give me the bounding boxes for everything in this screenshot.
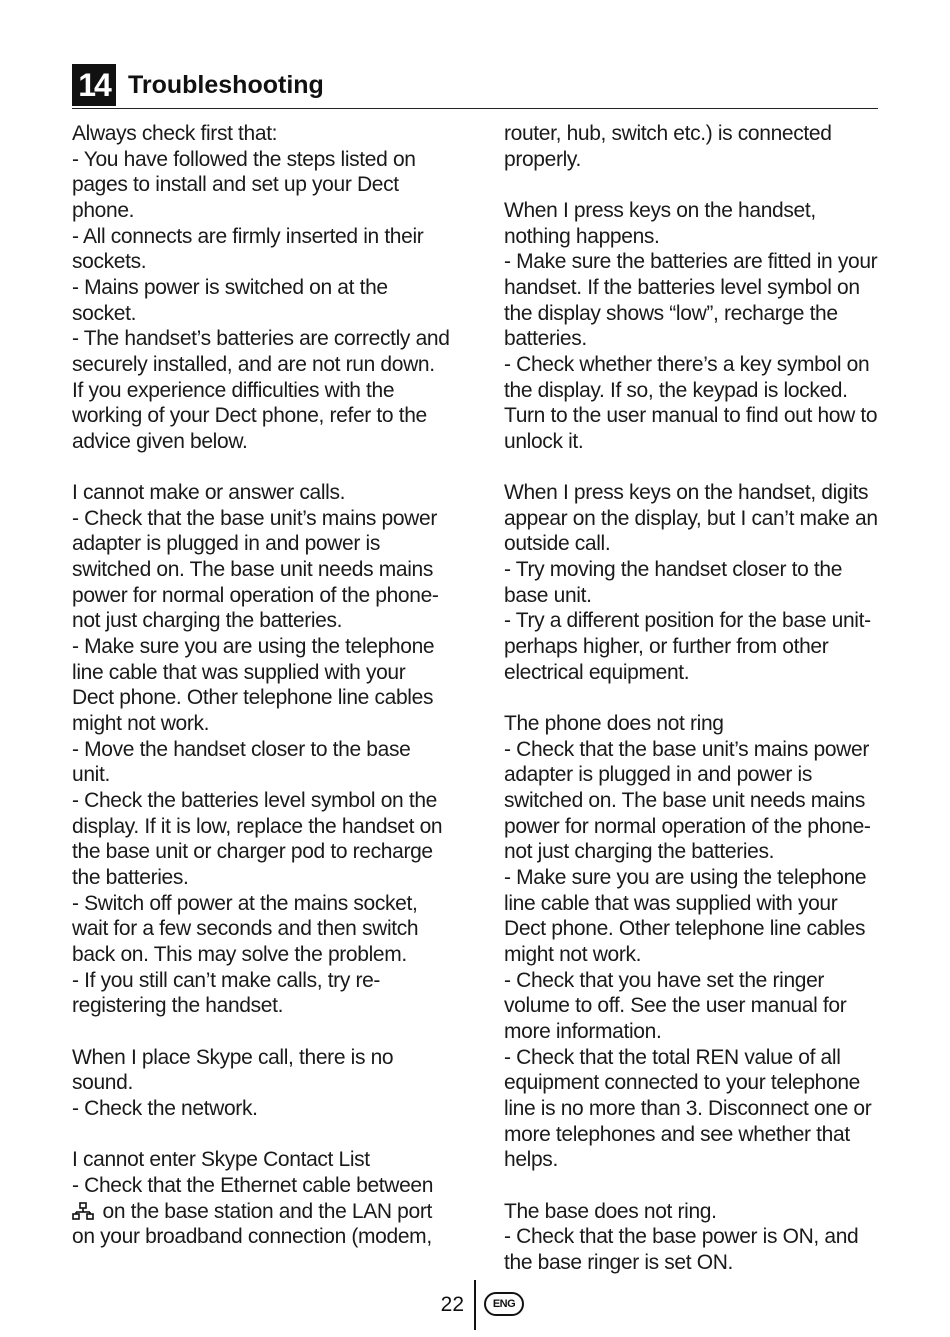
list-item <box>72 1173 452 1250</box>
list-item: - Check whether there’s a key symbol on the display. If so, the keypad is locked. Turn to the user manual to find out how to unlock it. <box>504 352 878 453</box>
phone-ring-section <box>504 711 884 1173</box>
section-heading: When I press keys on the handset, digits appear on the display, but I can’t make an outside call. <box>504 481 878 556</box>
spacer <box>504 1173 884 1199</box>
spacer <box>504 172 884 198</box>
spacer <box>504 455 884 481</box>
list-item: - Switch off power at the mains socket, wait for a few seconds and then switch back on. This may solve the problem. <box>72 891 419 966</box>
list-item: - Make sure you are using the telephone line cable that was supplied with your Dect phone. Other telephone line cables might not work. <box>72 635 435 736</box>
list-item: - Move the handset closer to the base unit. <box>72 737 411 787</box>
page-footer <box>0 1280 950 1330</box>
section-heading: I cannot make or answer calls. <box>72 481 346 505</box>
list-item: - If you still can’t make calls, try re-registering the handset. <box>72 968 381 1018</box>
list-item: - Mains power is switched on at the socket. <box>72 275 388 325</box>
list-item: - All connects are firmly inserted in their sockets. <box>72 224 424 274</box>
base-ring-section <box>504 1199 884 1276</box>
section-note: If you experience difficulties with the working of your Dect phone, refer to the advice given below. <box>72 378 427 453</box>
language-badge: ENG <box>484 1292 524 1316</box>
list-item: - Try moving the handset closer to the base unit. <box>504 558 843 607</box>
section-heading: Always check first that: <box>72 122 278 145</box>
footer-divider <box>474 1280 476 1330</box>
skype-sound-section <box>72 1045 452 1122</box>
list-item: - Check that the base unit’s mains power adapter is plugged in and power is switched on. The base unit needs mains power for normal operation of the phone-not just charging the batteries. <box>504 737 871 864</box>
spacer <box>72 455 452 481</box>
section-heading: The base does not ring. <box>504 1199 717 1223</box>
spacer <box>72 1122 452 1148</box>
right-column <box>504 121 884 1275</box>
lan-port-icon <box>72 1202 94 1220</box>
list-item: - Check that you have set the ringer volume to off. See the user manual for more information. <box>504 968 847 1043</box>
intro-section <box>72 121 452 455</box>
list-item: - Check the batteries level symbol on the display. If it is low, replace the handset on the base unit or charger pod to recharge the batteries. <box>72 789 443 890</box>
continuation-text: router, hub, switch etc.) is connected properly. <box>504 122 832 171</box>
keys-digits-section <box>504 480 884 685</box>
left-column <box>72 121 452 1250</box>
list-item: - Check that the base power is ON, and the base ringer is set ON. <box>504 1225 859 1274</box>
chapter-title: Troubleshooting <box>128 71 324 99</box>
list-item: - Make sure you are using the telephone line cable that was supplied with your Dect phone. Other telephone line cables might not work. <box>504 865 867 966</box>
chapter-header <box>72 60 878 109</box>
list-item-text-end: on the base station and the LAN port on your broadband connection (modem, <box>72 1199 432 1249</box>
list-item: - Try a different position for the base unit-perhaps higher, or further from other electrical equipment. <box>504 609 871 684</box>
keys-nothing-section <box>504 198 884 455</box>
list-item: - You have followed the steps listed on pages to install and set up your Dect phone. <box>72 147 416 222</box>
list-item: - Check the network. <box>72 1096 258 1120</box>
section-heading: When I place Skype call, there is no sound. <box>72 1045 394 1095</box>
list-item: - Make sure the batteries are fitted in your handset. If the batteries level symbol on the display shows “low”, recharge the batteries. <box>504 250 878 351</box>
calls-section <box>72 480 452 1019</box>
section-heading: I cannot enter Skype Contact List <box>72 1148 370 1172</box>
section-heading: When I press keys on the handset, nothing happens. <box>504 198 816 248</box>
list-item: - Check that the total REN value of all equipment connected to your telephone line is no more than 3. Disconnect one or more telephones and see whether that helps. <box>504 1045 872 1172</box>
spacer <box>72 1019 452 1045</box>
skype-contacts-section <box>72 1147 452 1250</box>
spacer <box>504 685 884 711</box>
page-number: 22 <box>440 1293 464 1316</box>
chapter-number-badge: 14 <box>72 64 116 106</box>
list-item: - The handset’s batteries are correctly and securely installed, and are not run down. <box>72 327 450 376</box>
list-item: - Check that the base unit’s mains power adapter is plugged in and power is switched on. The base unit needs mains power for normal operation of the phone-not just charging the batteries. <box>72 506 439 633</box>
section-heading: The phone does not ring <box>504 712 724 736</box>
list-item-text-start: - Check that the Ethernet cable between <box>72 1173 434 1197</box>
